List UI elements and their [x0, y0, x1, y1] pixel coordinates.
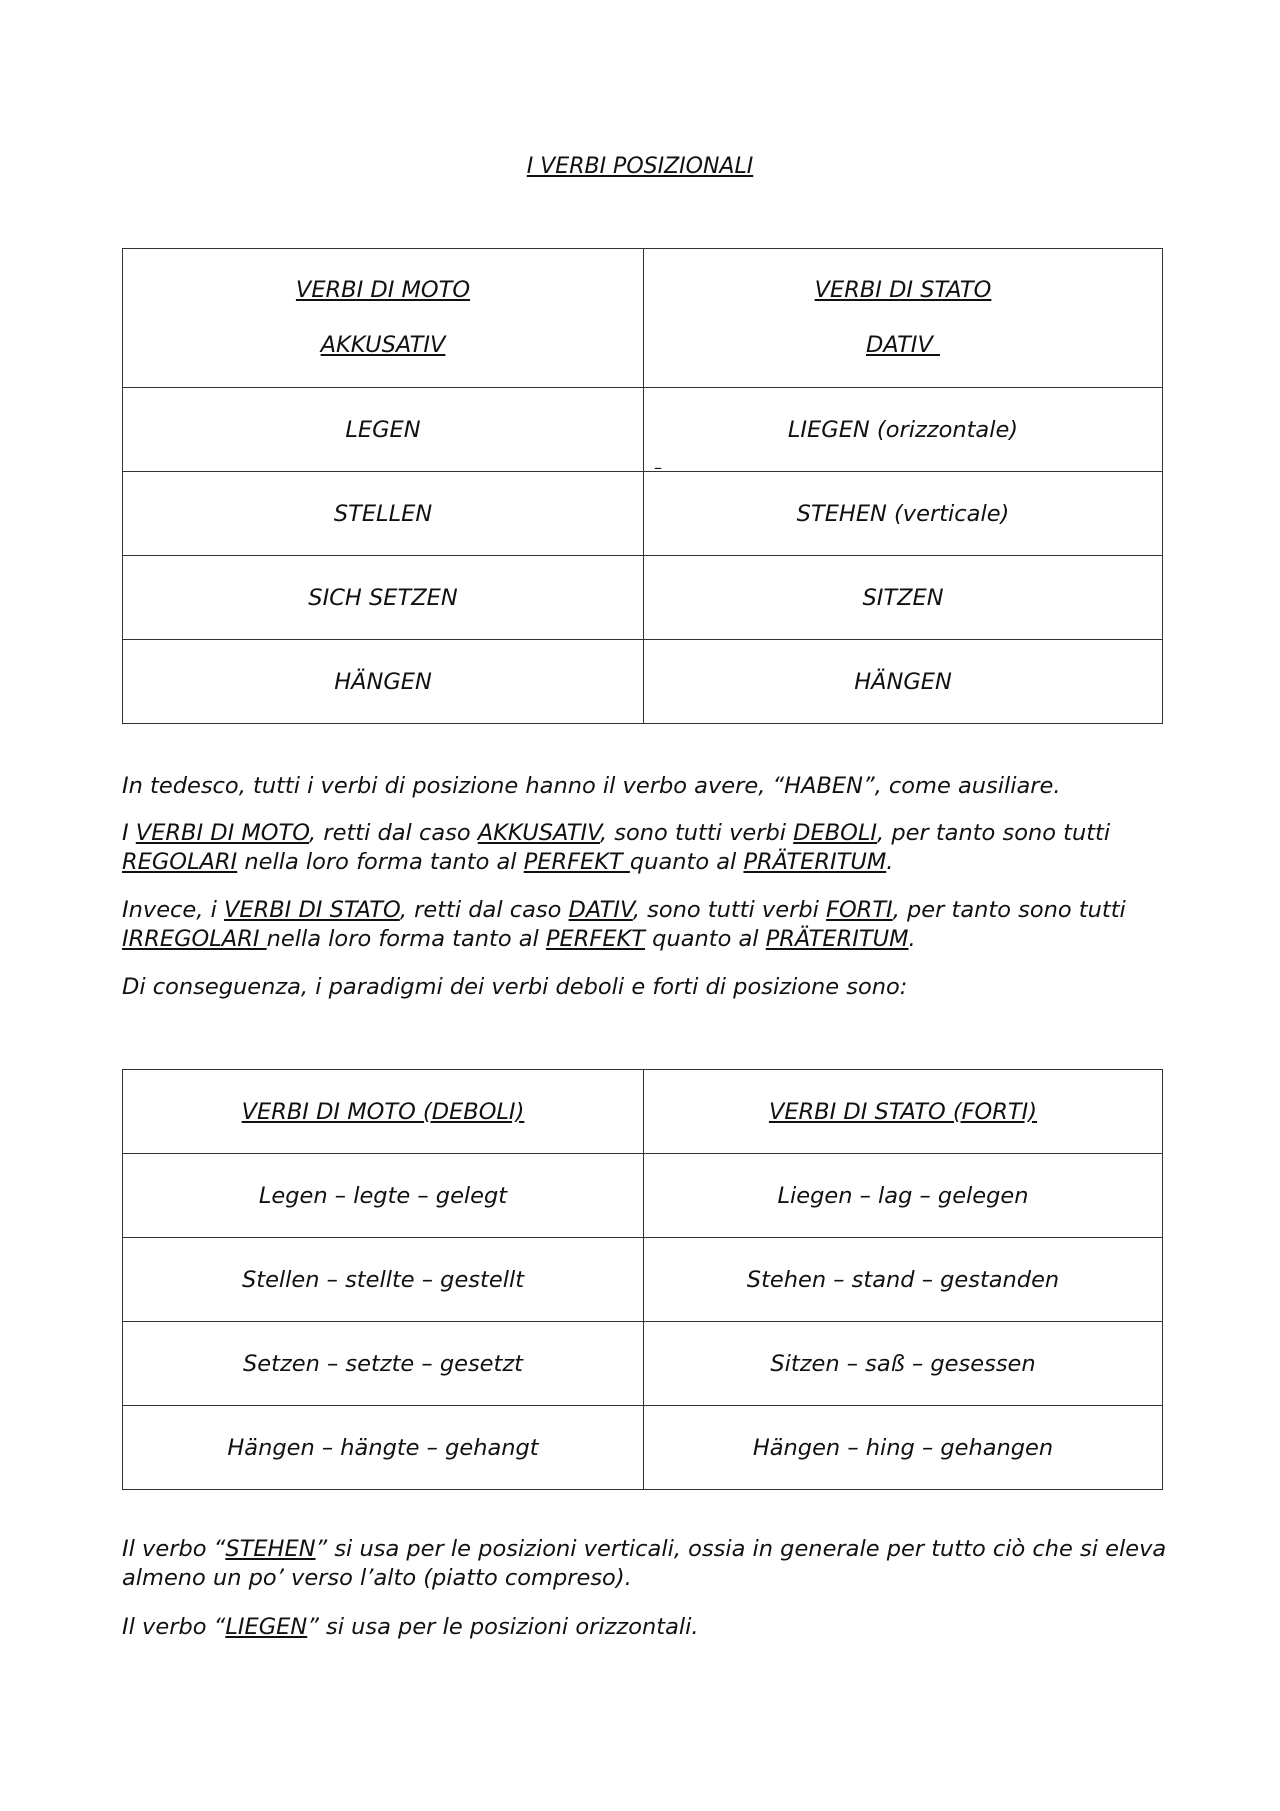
paragraph-stehen — [122, 1535, 1172, 1593]
table-row — [123, 556, 1163, 640]
table-cell: SICH SETZEN — [123, 556, 644, 640]
table-row — [123, 388, 1163, 472]
table-cell: STELLEN — [123, 472, 644, 556]
text-run: , per tanto sono tutti — [877, 820, 1111, 846]
table-row — [123, 1322, 1163, 1406]
paragraph-liegen — [122, 1613, 1172, 1642]
text-run: quanto al — [645, 926, 766, 952]
text-run: Il verbo “ — [122, 1536, 226, 1562]
text-run: nella loro forma tanto al — [237, 849, 524, 875]
table-cell: Liegen – lag – gelegen — [644, 1154, 1163, 1238]
table-cell: Legen – legte – gelegt — [123, 1154, 644, 1238]
text-run-underlined: PERFEKT — [545, 926, 646, 952]
text-run-underlined: PRÄTERITUM — [743, 849, 887, 875]
header-cell-motion — [123, 249, 644, 388]
paragraph-paradigms-intro: Di conseguenza, i paradigmi dei verbi deboli e forti di posizione sono: — [122, 974, 908, 1000]
table-verb-paradigms — [122, 1069, 1163, 1490]
table-cell: Stellen – stellte – gestellt — [123, 1238, 644, 1322]
text-run-underlined: PRÄTERITUM — [765, 926, 909, 952]
text-run-underlined: REGOLARI — [122, 849, 238, 875]
text-run: . — [886, 849, 894, 875]
table-row — [123, 1154, 1163, 1238]
text-run: , sono tutti verbi — [632, 897, 827, 923]
text-run: , sono tutti verbi — [599, 820, 794, 846]
text-run-underlined: STEHEN — [225, 1536, 316, 1562]
table-cell: Hängen – hängte – gehangt — [123, 1406, 644, 1490]
text-run-underlined: FORTI — [826, 897, 893, 923]
table-cell: HÄNGEN — [644, 640, 1163, 724]
text-run: Il verbo “ — [122, 1614, 226, 1640]
text-run: , retti dal caso — [399, 897, 569, 923]
text-run-underlined: AKKUSATIV — [477, 820, 600, 846]
paragraph-motion-verbs — [122, 819, 1172, 877]
text-run: , retti dal caso — [309, 820, 478, 846]
text-run-underlined: LIEGEN — [225, 1614, 308, 1640]
paragraph-auxiliary: In tedesco, tutti i verbi di posizione hanno il verbo avere, “HABEN”, come ausiliare. — [122, 773, 1061, 799]
paragraph-state-verbs — [122, 896, 1172, 954]
text-run-underlined: VERBI DI MOTO — [135, 820, 310, 846]
text-run: Invece, i — [122, 897, 224, 923]
header-cell-motion-weak — [123, 1070, 644, 1154]
table-cell: LEGEN — [123, 388, 644, 472]
table-cell: Stehen – stand – gestanden — [644, 1238, 1163, 1322]
text-run: nella loro forma tanto al — [266, 926, 546, 952]
text-run-underlined: VERBI DI STATO — [223, 897, 400, 923]
header-cell-state — [644, 249, 1163, 388]
text-run: , per tanto sono tutti — [892, 897, 1126, 923]
table-cell: LIEGEN (orizzontale) — [644, 388, 1163, 472]
table-header-row — [123, 249, 1163, 388]
table-row — [123, 1406, 1163, 1490]
table-positional-verbs — [122, 248, 1163, 724]
table-cell: Setzen – setzte – gesetzt — [123, 1322, 644, 1406]
text-run-underlined: DEBOLI — [793, 820, 878, 846]
header-motion-case: AKKUSATIV — [320, 332, 446, 358]
text-run: . — [908, 926, 916, 952]
table-header-row — [123, 1070, 1163, 1154]
header-motion-weak: VERBI DI MOTO (DEBOLI) — [241, 1098, 525, 1125]
header-state-case: DATIV — [865, 332, 940, 358]
table-cell: STEHEN (verticale) — [644, 472, 1163, 556]
text-run: ” si usa per le posizioni verticali, ossia in generale per tutto ciò che si eleva almeno un po’ verso l’alto (piatto compreso). — [122, 1536, 1167, 1591]
text-run-underlined: DATIV — [568, 897, 633, 923]
text-run: ” si usa per le posizioni orizzontali. — [307, 1614, 699, 1640]
table-row — [123, 640, 1163, 724]
page-title: I VERBI POSIZIONALI — [526, 154, 754, 179]
text-run: quanto al — [629, 849, 744, 875]
table-row — [123, 1238, 1163, 1322]
table-cell: SITZEN — [644, 556, 1163, 640]
table-row — [123, 472, 1163, 556]
table-cell: HÄNGEN — [123, 640, 644, 724]
header-state-title: VERBI DI STATO — [814, 277, 992, 303]
stray-dash: – — [654, 458, 662, 477]
header-motion-title: VERBI DI MOTO — [295, 277, 471, 303]
header-cell-state-strong — [644, 1070, 1163, 1154]
header-state-strong: VERBI DI STATO (FORTI) — [768, 1098, 1038, 1125]
table-cell: Hängen – hing – gehangen — [644, 1406, 1163, 1490]
text-run-underlined: IRREGOLARI — [122, 926, 267, 952]
table-cell: Sitzen – saß – gesessen — [644, 1322, 1163, 1406]
text-run-underlined: PERFEKT — [523, 849, 630, 875]
text-run: I — [122, 820, 136, 846]
